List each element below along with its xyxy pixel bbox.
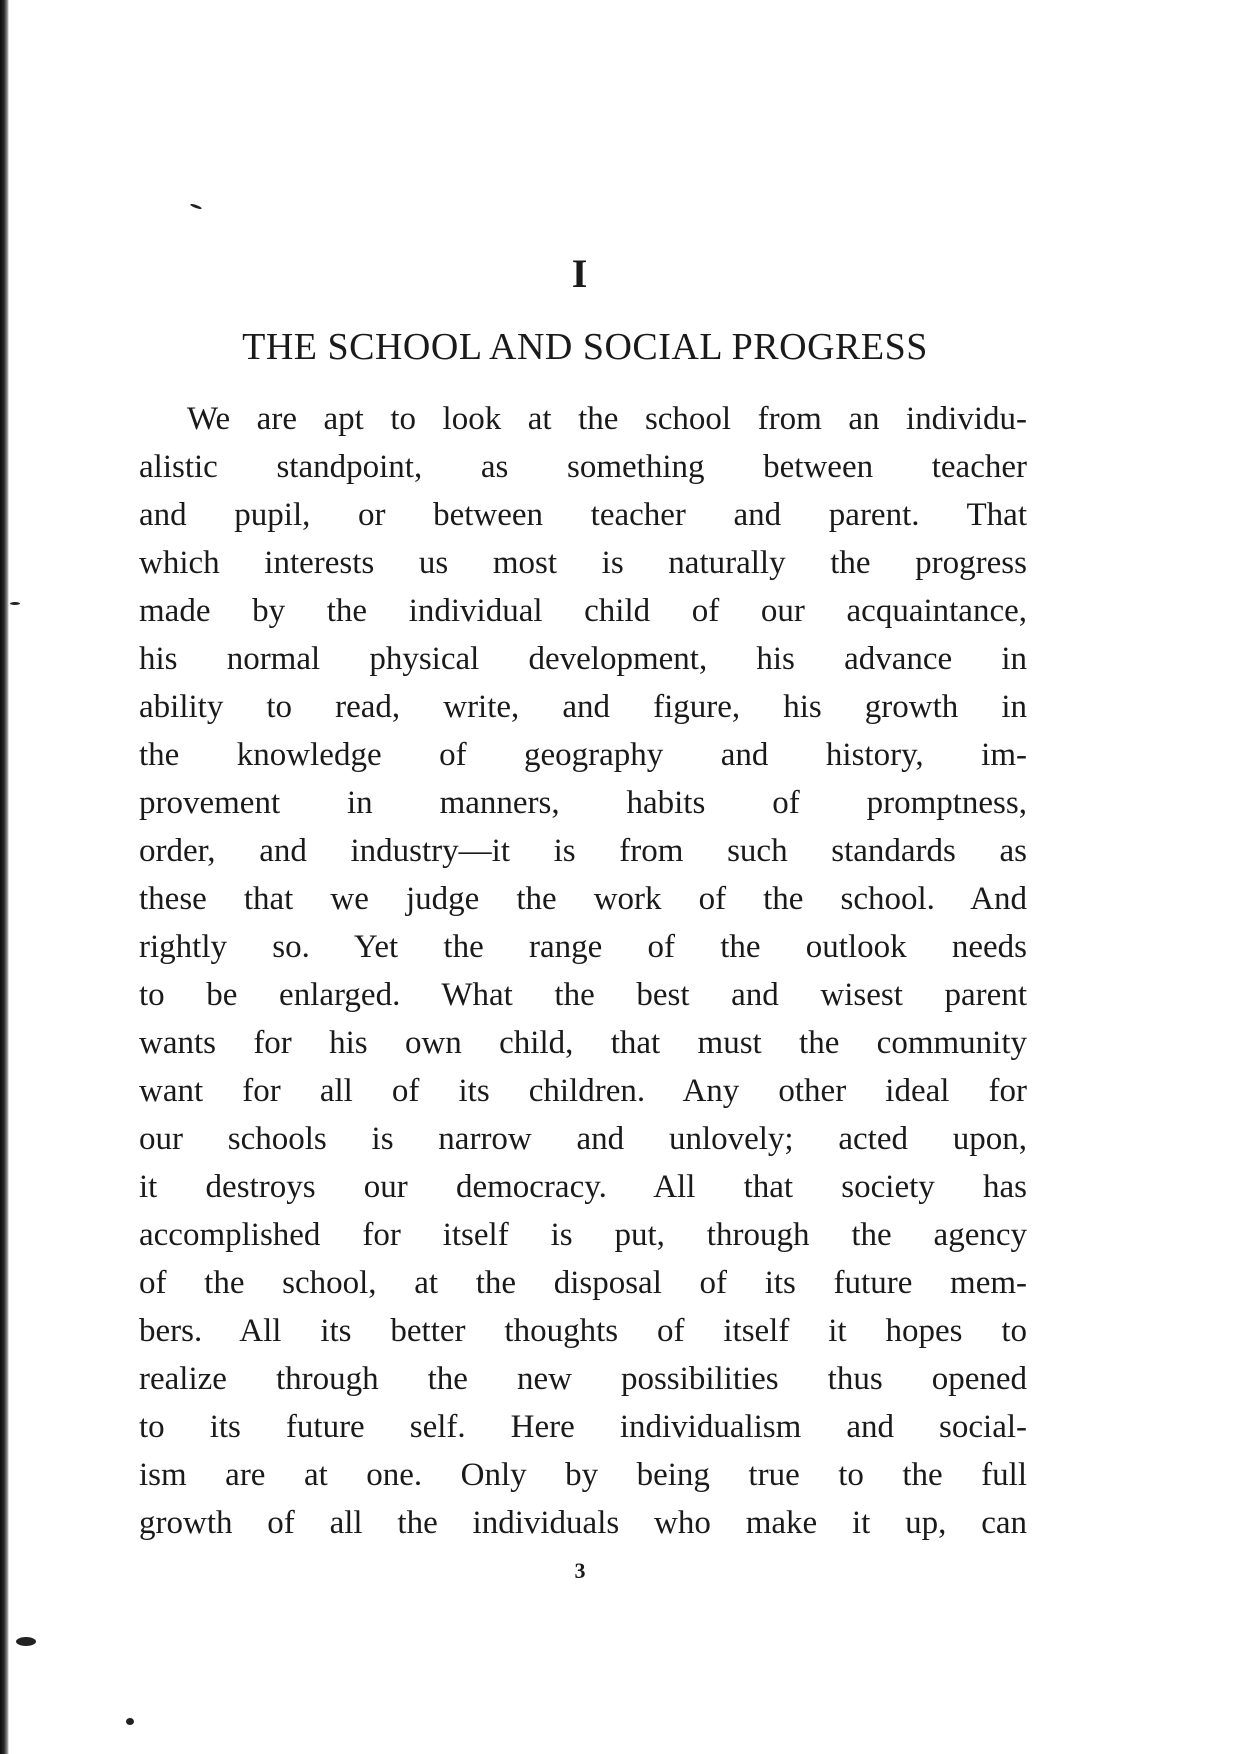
text-line: bers. All its better thoughts of itself it hopes to bbox=[139, 1313, 1027, 1349]
scan-speck bbox=[190, 203, 202, 210]
text-line: of the school, at the disposal of its future mem- bbox=[139, 1265, 1027, 1301]
text-line: ism are at one. Only by being true to the full bbox=[139, 1457, 1027, 1493]
text-line: order, and industry—it is from such standards as bbox=[139, 833, 1027, 869]
text-line: We are apt to look at the school from an individu- bbox=[187, 401, 1027, 437]
text-line: ability to read, write, and figure, his growth in bbox=[139, 689, 1027, 725]
text-line: these that we judge the work of the school. And bbox=[139, 881, 1027, 917]
text-line: rightly so. Yet the range of the outlook needs bbox=[139, 929, 1027, 965]
text-line: the knowledge of geography and history, im- bbox=[139, 737, 1027, 773]
text-line: to its future self. Here individualism and social- bbox=[139, 1409, 1027, 1445]
scan-speck bbox=[126, 1718, 134, 1725]
text-line: growth of all the individuals who make it up, can bbox=[139, 1505, 1027, 1541]
text-line: provement in manners, habits of promptness, bbox=[139, 785, 1027, 821]
body-paragraph bbox=[139, 395, 1027, 1547]
chapter-title: THE SCHOOL AND SOCIAL PROGRESS bbox=[242, 326, 928, 368]
text-line: made by the individual child of our acquaintance, bbox=[139, 593, 1027, 629]
chapter-number: I bbox=[571, 251, 589, 296]
text-line: it destroys our democracy. All that society has bbox=[139, 1169, 1027, 1205]
scan-speck bbox=[10, 602, 20, 605]
scan-speck bbox=[16, 1637, 36, 1646]
text-line: to be enlarged. What the best and wisest parent bbox=[139, 977, 1027, 1013]
text-line: our schools is narrow and unlovely; acted upon, bbox=[139, 1121, 1027, 1157]
text-line: realize through the new possibilities thus opened bbox=[139, 1361, 1027, 1397]
text-line: and pupil, or between teacher and parent. That bbox=[139, 497, 1027, 533]
text-line: his normal physical development, his advance in bbox=[139, 641, 1027, 677]
text-line: want for all of its children. Any other ideal for bbox=[139, 1073, 1027, 1109]
text-line: wants for his own child, that must the community bbox=[139, 1025, 1027, 1061]
text-line: accomplished for itself is put, through the agency bbox=[139, 1217, 1027, 1253]
text-line: alistic standpoint, as something between teacher bbox=[139, 449, 1027, 485]
page-number: 3 bbox=[574, 1558, 586, 1583]
text-line: which interests us most is naturally the progress bbox=[139, 545, 1027, 581]
